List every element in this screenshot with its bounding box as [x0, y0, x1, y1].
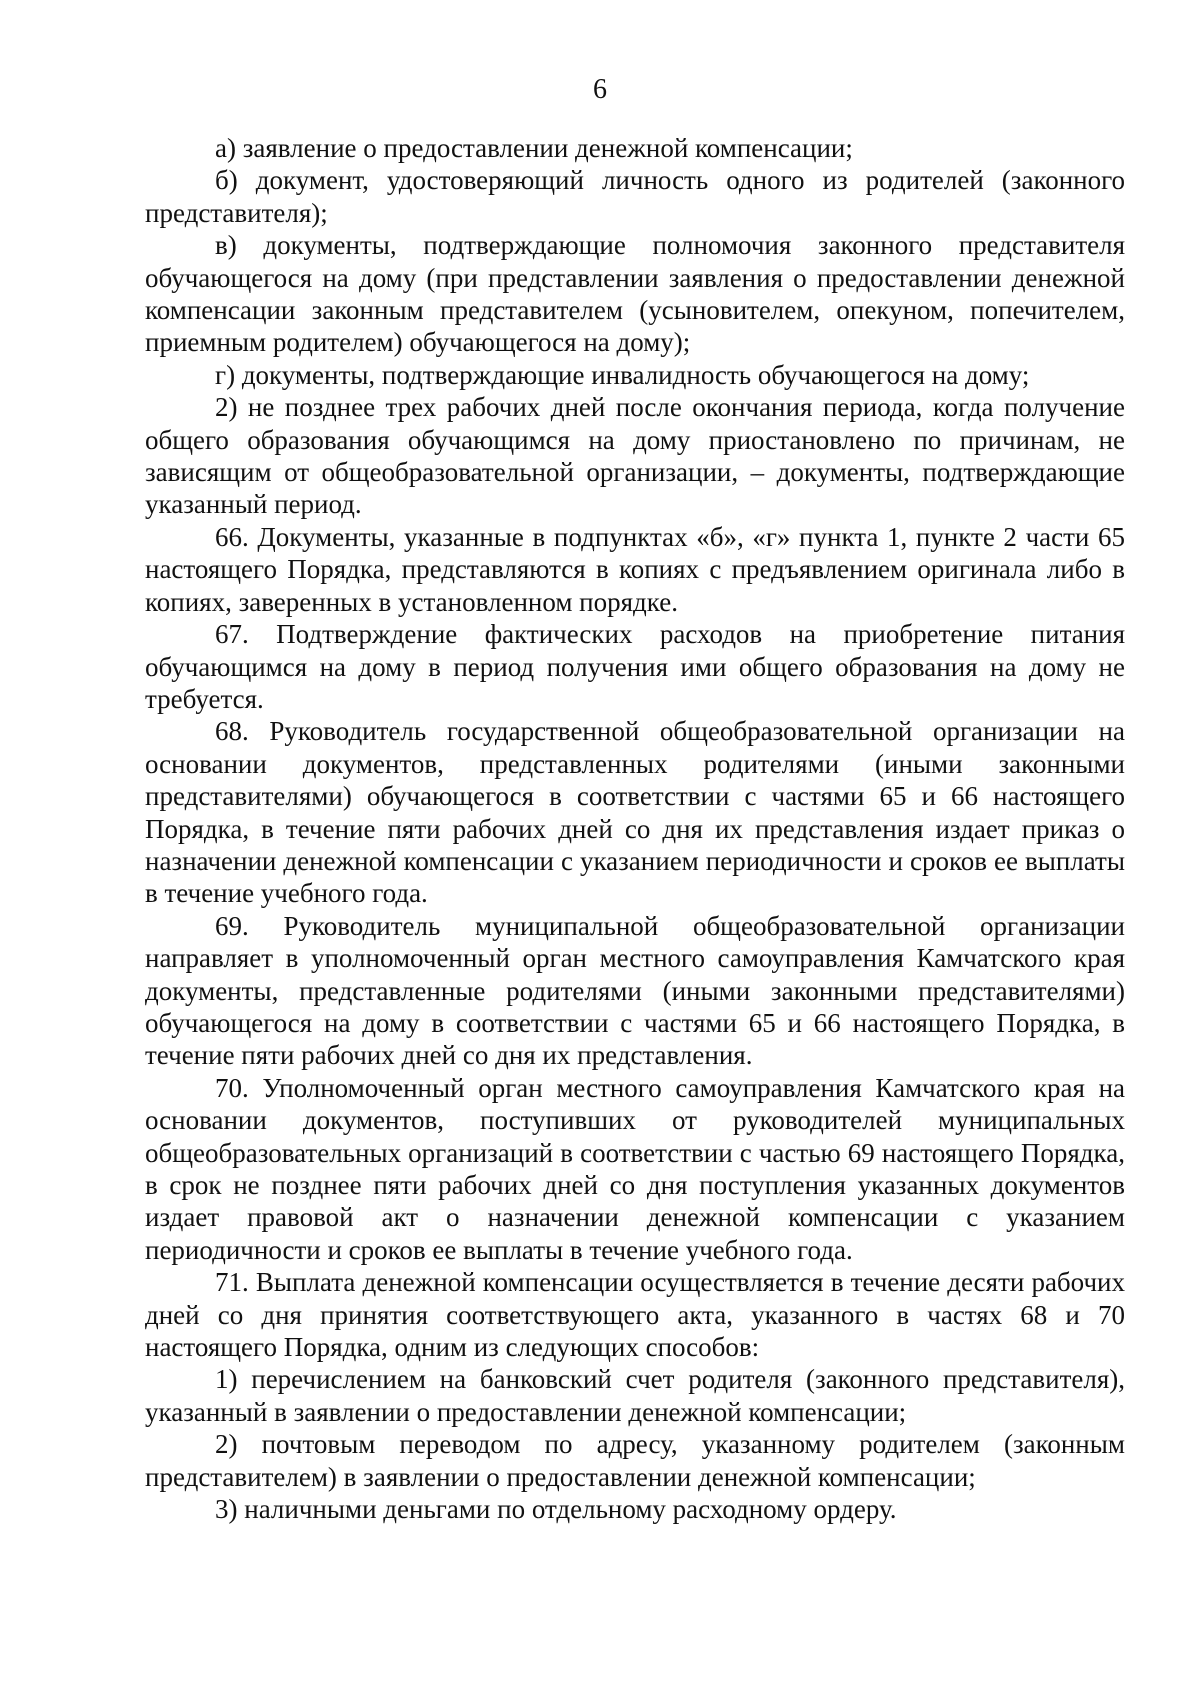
paragraph-71-2-postal-transfer: 2) почтовым переводом по адресу, указанному родителем (законным представителем) в заявлении о предоставлении денежной компенсации;: [145, 1429, 1125, 1492]
paragraph-g-disability-documents: г) документы, подтверждающие инвалидность обучающегося на дому;: [215, 359, 1030, 390]
paragraph-66: 66. Документы, указанные в подпунктах «б», «г» пункта 1, пункте 2 части 65 настоящего Порядка, представляются в копиях с предъявлением оригинала либо в копиях, заверенных в установленном порядке.: [145, 521, 1125, 617]
paragraph-71: 71. Выплата денежной компенсации осуществляется в течение десяти рабочих дней со дня принятия соответствующего акта, указанного в частях 68 и 70 настоящего Порядка, одним из следующих способов:: [145, 1267, 1125, 1363]
paragraph-71-3-cash: 3) наличными деньгами по отдельному расходному ордеру.: [215, 1494, 897, 1525]
paragraph-a-application: а) заявление о предоставлении денежной компенсации;: [215, 133, 853, 163]
paragraph-68: 68. Руководитель государственной общеобразовательной организации на основании документов, представленных родителями (иными законными представителями) обучающегося в соответствии с частями 65 и 66 настоящего Порядка, в течение пяти рабочих дней со дня их представления издает приказ о назначении денежной компенсации с указанием периодичности и сроков ее выплаты в течение учебного года.: [145, 716, 1125, 909]
paragraph-70: 70. Уполномоченный орган местного самоуправления Камчатского края на основании документов, поступивших от руководителей муниципальных общеобразовательных организаций в соответствии с частью 69 настоящего Порядка, в срок не позднее пяти рабочих дней со дня поступления указанных документов издает правовой акт о назначении денежной компенсации с указанием периодичности и сроков ее выплаты в течение учебного года.: [145, 1072, 1125, 1265]
paragraph-67: 67. Подтверждение фактических расходов на приобретение питания обучающимся на дому в период получения ими общего образования на дому не требуется.: [145, 619, 1125, 714]
paragraph-69: 69. Руководитель муниципальной общеобразовательной организации направляет в уполномоченный орган местного самоуправления Камчатского края документы, представленные родителями (иными законными представителями) обучающегося на дому в соответствии с частями 65 и 66 настоящего Порядка, в течение пяти рабочих дней со дня их представления.: [145, 910, 1125, 1071]
document-body: [145, 132, 1125, 1525]
page-number: 6: [593, 74, 607, 105]
paragraph-2-suspension-period: 2) не позднее трех рабочих дней после окончания периода, когда получение общего образования обучающимся на дому приостановлено по причинам, не зависящим от общеобразовательной организации, – документы, подтверждающие указанный период.: [145, 392, 1125, 520]
paragraph-71-1-bank-transfer: 1) перечислением на банковский счет родителя (законного представителя), указанный в заявлении о предоставлении денежной компенсации;: [145, 1364, 1125, 1427]
paragraph-b-identity-document: б) документ, удостоверяющий личность одного из родителей (законного представителя);: [145, 165, 1125, 228]
paragraph-v-representative-authority: в) документы, подтверждающие полномочия законного представителя обучающегося на дому (при представлении заявления о предоставлении денежной компенсации законным представителем (усыновителем, опекуном, попечителем, приемным родителем) обучающегося на дому);: [145, 230, 1125, 358]
